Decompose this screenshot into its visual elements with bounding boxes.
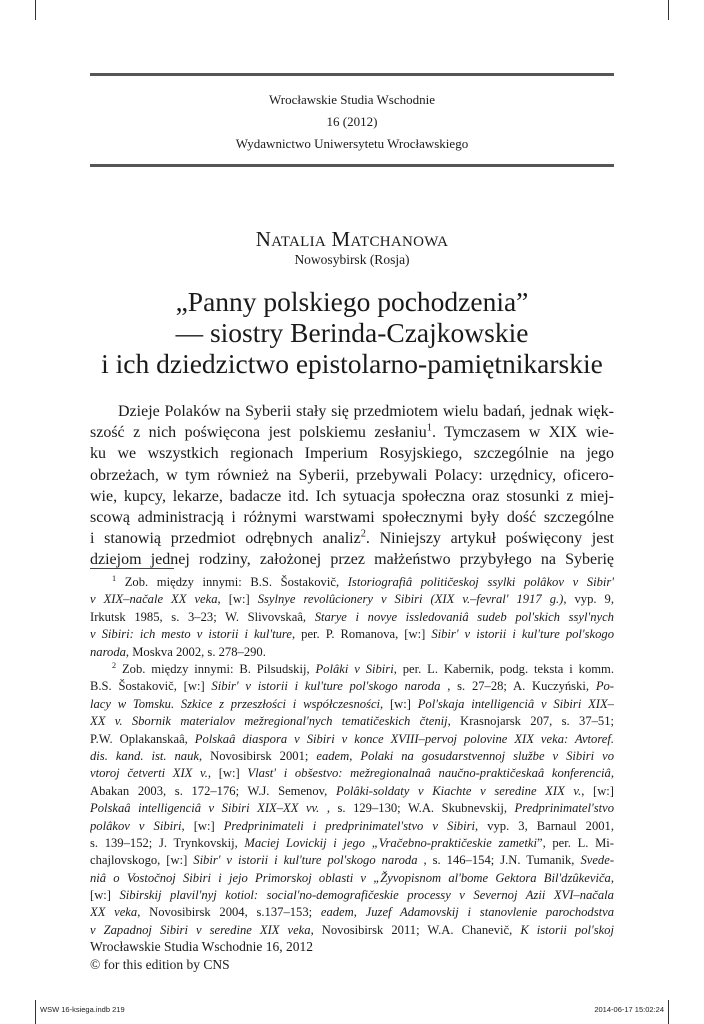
footnote-number: 2 (112, 661, 117, 670)
footnote-line: P.W. Oplakanskaâ, Polskaâ diaspora v Sibiri v konce XVIII–pervoj polovine XIX veka: Avtoref. (90, 731, 614, 746)
footnote-line: dis. kand. ist. nauk, Novosibirsk 2001; eadem, Polaki na gosudarstvennoj službe v Sibiri vo (90, 748, 614, 763)
footnote-line: v Zapadnoj Sibiri v seredine XIX veka, Novosibirsk 2011; W.A. Chanevič, K istorii pol'skoj (90, 922, 614, 937)
footer-copyright: © for this edition by CNS (90, 957, 230, 972)
title-line: — siostry Berinda-Czajkowskie (175, 317, 529, 348)
footnote-line: niâ o Vostočnoj Sibiri i jejo Primorskoj oblasti v „Žyvopisnom al'bome Gektora Bil'dzûkeviča, (90, 870, 614, 885)
footnote-line: Abakan 2003, s. 172–176; W.J. Semenov, Polâki-soldaty v Kiachte v seredine XIX v., [w:] (90, 783, 614, 798)
title-line: i ich dziedzictwo epistolarno-pamiętnikarskie (101, 348, 603, 379)
print-slug-timestamp: 2014-06-17 15:02:24 (594, 1005, 664, 1014)
footnote-ref[interactable]: 2 (360, 528, 366, 540)
header-rule (90, 164, 614, 167)
top-rule (90, 73, 614, 76)
footnote-line: naroda, Moskva 2002, s. 278–290. (90, 644, 266, 659)
print-slug-file: WSW 16-ksiega.indb 219 (40, 1005, 125, 1014)
footnote-ref[interactable]: 1 (426, 422, 432, 434)
footnote-2 (90, 661, 614, 939)
journal-volume: 16 (2012) (326, 114, 378, 129)
body-line: ku we wszystkich regionach Imperium Rosyjskiego, szczególnie na jego (90, 445, 614, 463)
body-line: szość z nich poświęcona jest polskiemu zesłaniu$^1$. Tymczasem w XIX wie- (90, 422, 614, 442)
title-line: „Panny polskiego pochodzenia” (175, 286, 529, 317)
journal-name: Wrocławskie Studia Wschodnie (268, 92, 436, 107)
footnote-line: polâkov v Sibiri, [w:] Predprinimateli i predprinimatel'stvo v Sibiri, vyp. 3, Barnaul 2001, (90, 818, 614, 833)
footnote-line: XX v. Sbornik materialov mežregional'nych tematičeskich čtenij, Krasnojarsk 207, s. 37–51; (90, 714, 614, 729)
body-line: wie, kupcy, lekarze, badacze itd. Ich sytuacja społeczna oraz stosunki z miej- (90, 487, 614, 505)
footnote-line: $^2$ Zob. między innymi: B. Pilsudskij, Polâki v Sibiri, per. L. Kabernik, podg. teksta i komm. (112, 661, 614, 676)
footnote-line: s. 139–152; J. Trynkovskij, Maciej Lovickij i jego „Vračebno-praktičeskie zametki”, per. L. Mi- (90, 835, 614, 850)
article-author: Natalia Matchanowa (255, 227, 449, 251)
footnote-line: XX veka, Novosibirsk 2004, s.137–153; eadem, Juzef Adamovskij i stanovlenie parochodstva (90, 905, 614, 920)
footnote-line: $^1$ Zob. między innymi: B.S. Šostakovič, Istoriografiâ političeskoj ssylki polâkov v Sibir' (112, 574, 614, 589)
footnote-line: v XIX–načale XX veka, [w:] Ssylnye revolûcionery v Sibiri (XIX v.–fevral' 1917 g.), vyp. 9, (90, 592, 614, 607)
footnote-line: vtoroj četverti XIX v., [w:] Vlast' i obšestvo: mežregionalnaâ naučno-praktičeskaâ konferenciâ, (90, 766, 614, 781)
article-title (60, 286, 644, 379)
author-affiliation: Nowosybirsk (Rosja) (294, 252, 410, 267)
body-line: dziejom jednej rodziny, założonej przez małżeństwo przybyłego na Syberię (90, 551, 614, 569)
footer-journal: Wrocławskie Studia Wschodnie 16, 2012 (90, 939, 314, 954)
body-line: obrzeżach, w tym również na Syberii, przebywali Polacy: urzędnicy, oficero- (90, 466, 614, 484)
footnote-number: 1 (112, 574, 117, 583)
body-line: i stanowią przedmiot odrębnych analiz$^2$. Niniejszy artykuł poświęcony jest (90, 528, 614, 548)
body-line: Dzieje Polaków na Syberii stały się przedmiotem wielu badań, jednak więk- (118, 403, 614, 420)
page-footer (90, 938, 313, 974)
footnote-line: [w:] Sibirskij plavil'nyj kotiol: social'no-demografičeskie processy v Severnoj Azii XVI–načala (90, 888, 614, 903)
footnote-line: Polskaâ intelligenciâ v Sibiri XIX–XX vv. , s. 129–130; W.A. Skubnevskij, Predprinimatel'stvo (90, 801, 614, 816)
crop-mark (35, 1000, 36, 1024)
footnote-line: chajlovskogo, [w:] Sibir' v istorii i kul'ture pol'skogo naroda , s. 146–154; J.N. Tumanik, Svede- (90, 853, 614, 868)
crop-mark (35, 0, 36, 20)
body-line: scową administracją i różnymi warstwami społecznymi były dość szczególne (90, 508, 614, 526)
footnote-line: B.S. Šostakovič, [w:] Sibir' v istorii i kul'ture pol'skogo naroda , s. 27–28; A. Kuczyński, Po- (90, 679, 614, 694)
footnote-line: lacy w Tomsku. Szkice z przeszłości i współczesności, [w:] Pol'skaja intelligenciâ v Sibiri XIX– (90, 696, 614, 711)
crop-mark (668, 0, 669, 20)
footnote-rule (90, 568, 174, 569)
crop-mark (668, 1000, 669, 1024)
footnote-line: v Sibiri: ich mesto v istorii i kul'ture, per. P. Romanova, [w:] Sibir' v istorii i kul'ture pol'skogo (90, 627, 614, 642)
body-paragraph (90, 401, 614, 571)
footnote-1 (90, 574, 614, 661)
journal-publisher: Wydawnictwo Uniwersytetu Wrocławskiego (235, 136, 469, 151)
footnote-line: Irkutsk 1985, s. 3–23; W. Slivovskaâ, Starye i novye issledovaniâ sudeb pol'skich ssyl'nych (90, 609, 614, 624)
